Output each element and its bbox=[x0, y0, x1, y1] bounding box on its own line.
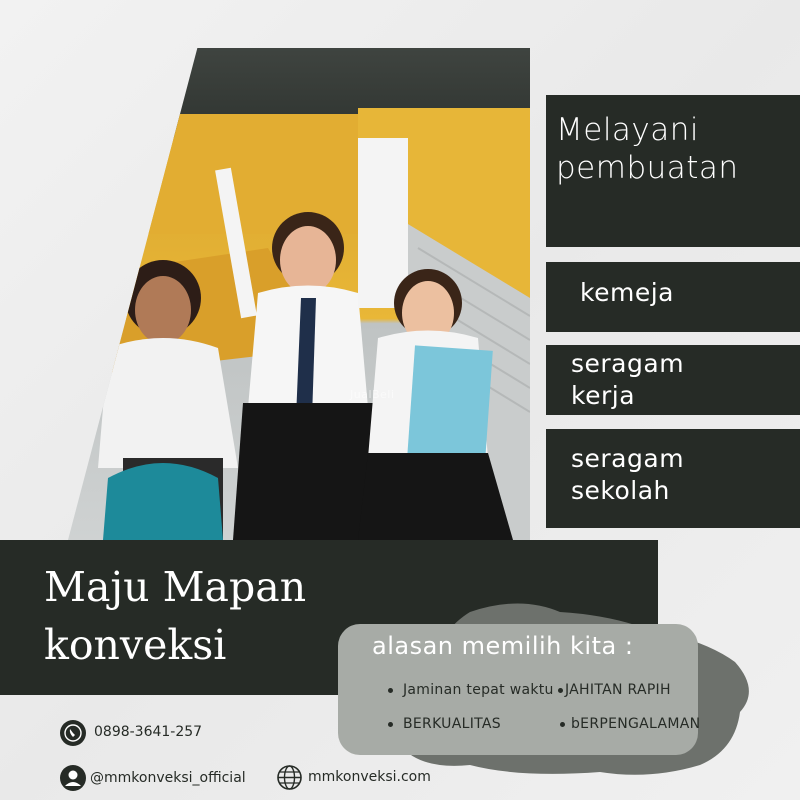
phone-number[interactable]: 0898-3641-257 bbox=[94, 724, 203, 740]
bullet-icon bbox=[558, 688, 563, 693]
reason-item bbox=[560, 716, 700, 732]
service-label: seragam sekolah bbox=[571, 444, 685, 505]
reason-label: BERKUALITAS bbox=[403, 716, 501, 732]
phone-icon bbox=[60, 720, 86, 746]
reason-item bbox=[388, 716, 501, 732]
brand-line-1: Maju Mapan bbox=[44, 563, 307, 611]
reason-item bbox=[558, 682, 671, 698]
bullet-icon bbox=[388, 688, 393, 693]
reason-label: Jaminan tepat waktu bbox=[403, 682, 554, 698]
reason-label: bERPENGALAMAN bbox=[571, 716, 701, 732]
service-label: seragam kerja bbox=[571, 349, 685, 410]
instagram-handle[interactable]: @mmkonveksi_official bbox=[90, 770, 246, 786]
bullet-icon bbox=[560, 722, 565, 727]
reason-label: JAHITAN RAPIH bbox=[565, 682, 671, 698]
reason-item bbox=[388, 682, 554, 698]
reasons-title: alasan memilih kita : bbox=[372, 632, 634, 660]
service-label: kemeja bbox=[580, 278, 674, 307]
globe-icon bbox=[276, 764, 303, 791]
watermark: JualBeli bbox=[350, 388, 395, 401]
user-icon bbox=[60, 765, 86, 791]
bullet-icon bbox=[388, 722, 393, 727]
services-intro: Melayani pembuatan bbox=[556, 112, 739, 186]
website-link[interactable]: mmkonveksi.com bbox=[308, 769, 431, 785]
brand-line-2: konveksi bbox=[44, 621, 227, 669]
